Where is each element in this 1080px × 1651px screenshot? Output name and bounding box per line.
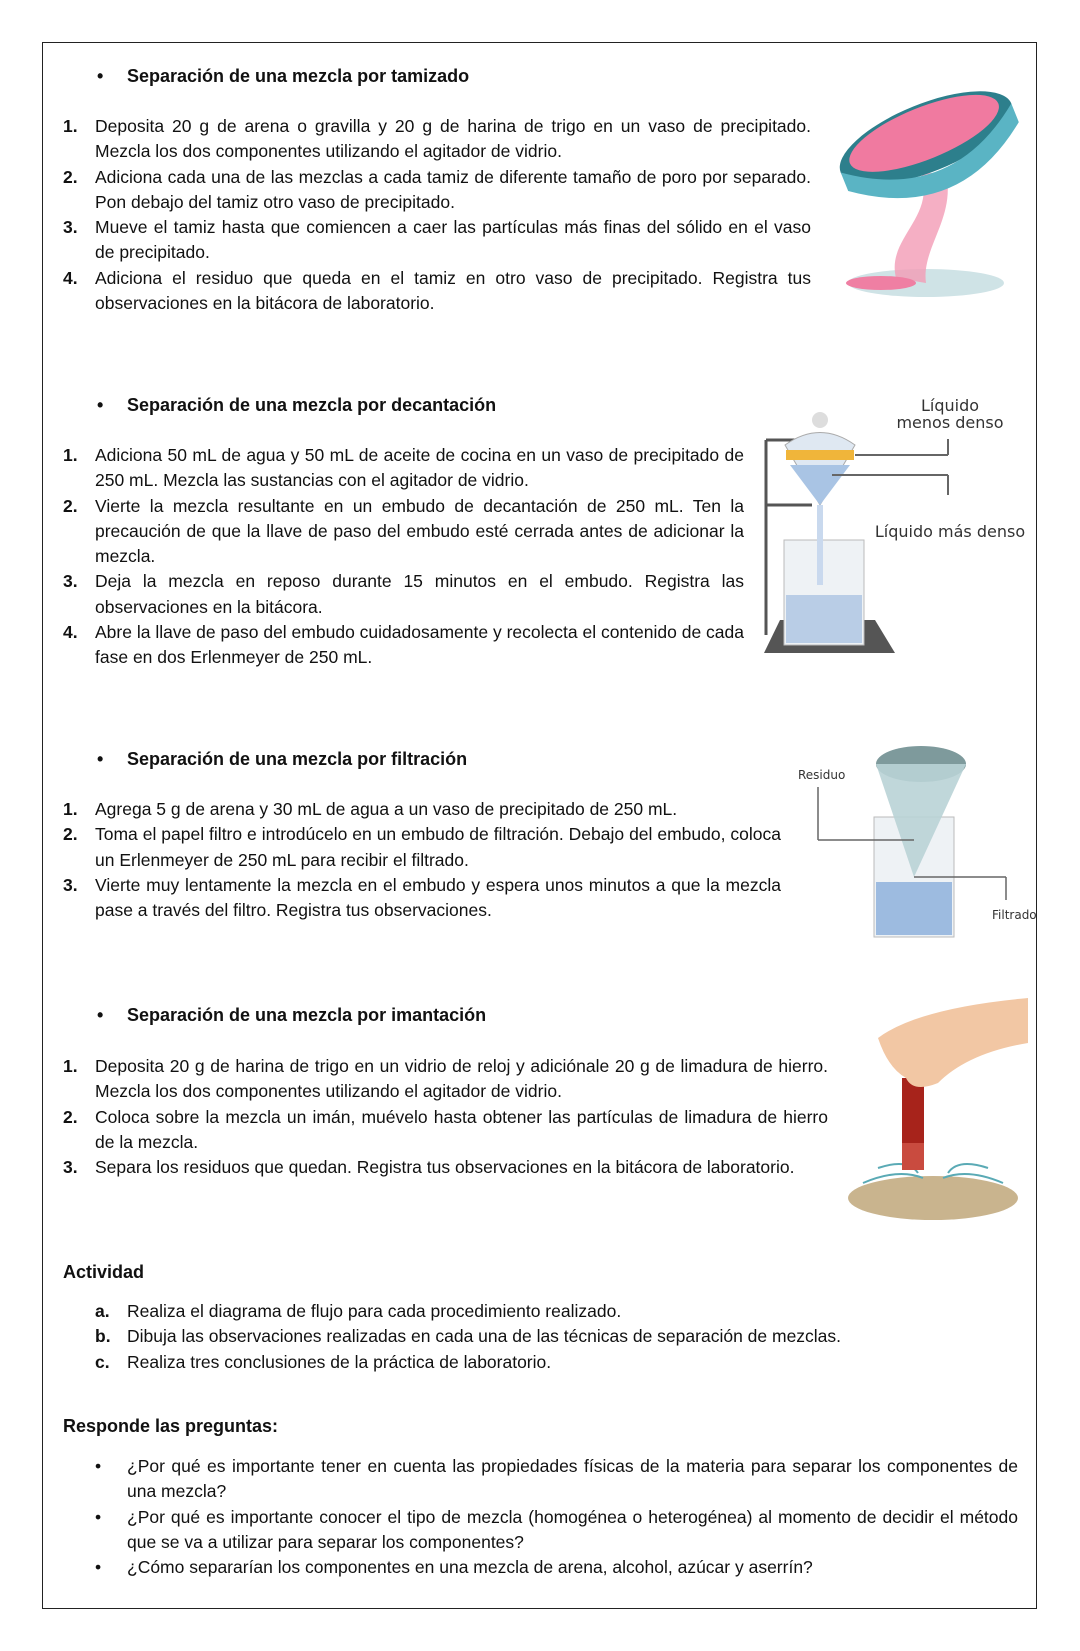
list-item: 1. Agrega 5 g de arena y 30 mL de agua a un vaso de precipitado de 250 mL. [63,799,678,819]
list-item: 3. Separa los residuos que quedan. Registra tus observaciones en la bitácora de laboratorio. [63,1157,795,1178]
list-item: 2. Vierte la mezcla resultante en un embudo de decantación de 250 mL. Ten la precaución de que la llave de paso del embudo esté cerrada antes de adicionar la mezcla. [63,495,744,567]
list-item: • ¿Por qué es importante conocer el tipo de mezcla (homogénea o heterogénea) al momento de decidir el método que se va a utilizar para separar los componentes? [95,1506,1018,1552]
activity-title: Actividad [63,1262,145,1282]
label-filtrate: Filtrado [992,908,1037,922]
label-residue: Residuo [798,768,846,782]
list-item: 3. Deja la mezcla en reposo durante 15 minutos en el embudo. Registra las observaciones en la bitácora. [63,571,744,617]
section-title-filtracion: • Separación de una mezcla por filtración [97,749,468,769]
list-item: 4. Adiciona el residuo que queda en el tamiz en otro vaso de precipitado. Registra tus observaciones en la bitácora de laboratorio. [63,267,811,314]
sieve-illustration [826,78,1026,308]
list-item: 2. Coloca sobre la mezcla un imán, muévelo hasta obtener las partículas de limadura de hierro de la mezcla. [63,1106,828,1152]
magnet-illustration [838,998,1028,1228]
label-more-dense: Líquido más denso [874,522,1026,541]
filtration-illustration [796,742,1040,942]
list-item: 3. Vierte muy lentamente la mezcla en el embudo y espera unos minutos a que la mezcla pase a través del filtro. Registra tus observaciones. [63,874,781,921]
list-item: 4. Abre la llave de paso del embudo cuidadosamente y recolecta el contenido de cada fase en dos Erlenmeyer de 250 mL. [63,622,744,668]
label-less-dense: Líquido [920,396,980,415]
section-title-imantacion: • Separación de una mezcla por imantación [97,1005,487,1025]
list-item: 1. Adiciona 50 mL de agua y 50 mL de aceite de cocina en un vaso de precipitado de 250 mL. Mezcla las sustancias con el agitador de vidrio. [63,445,744,491]
questions-title: Responde las preguntas: [63,1416,279,1436]
list-item: • ¿Por qué es importante tener en cuenta las propiedades físicas de la materia para separar los componentes de una mezcla? [95,1456,1018,1502]
list-item: b. Dibuja las observaciones realizadas en cada una de las técnicas de separación de mezclas. [95,1326,842,1347]
questions-list [95,1454,1018,1580]
section-title-tamizado: • Separación de una mezcla por tamizado [97,66,470,86]
steps-decantacion [63,443,744,671]
list-item: • ¿Cómo separarían los componentes en una mezcla de arena, alcohol, azúcar y aserrín? [95,1557,813,1578]
steps-filtracion [63,797,781,923]
list-item: 3. Mueve el tamiz hasta que comiencen a caer las partículas más finas del sólido en el vaso de precipitado. [63,217,811,263]
list-item: 2. Adiciona cada una de las mezclas a cada tamiz de diferente tamaño de poro por separado. Pon debajo del tamiz otro vaso de precipitado. [63,166,811,212]
separatory-funnel-illustration [760,395,1030,660]
list-item: 2. Toma el papel filtro e introdúcelo en un embudo de filtración. Debajo del embudo, coloca un Erlenmeyer de 250 mL para recibir el filtrado. [63,824,781,870]
list-item: a. Realiza el diagrama de flujo para cada procedimiento realizado. [95,1301,622,1321]
steps-tamizado [63,114,811,316]
section-title-decantacion: • Separación de una mezcla por decantación [97,395,497,415]
activity-list [95,1299,995,1375]
label-less-dense-2: menos denso [896,413,1004,432]
steps-imantacion [63,1054,828,1180]
list-item: 1. Deposita 20 g de harina de trigo en un vidrio de reloj y adiciónale 20 g de limadura de hierro. Mezcla los dos componentes utilizando el agitador de vidrio. [63,1056,828,1102]
list-item: 1. Deposita 20 g de arena o gravilla y 20 g de harina de trigo en un vaso de precipitado. Mezcla los dos componentes utilizando el agitador de vidrio. [63,116,811,162]
list-item: c. Realiza tres conclusiones de la práctica de laboratorio. [95,1351,552,1372]
